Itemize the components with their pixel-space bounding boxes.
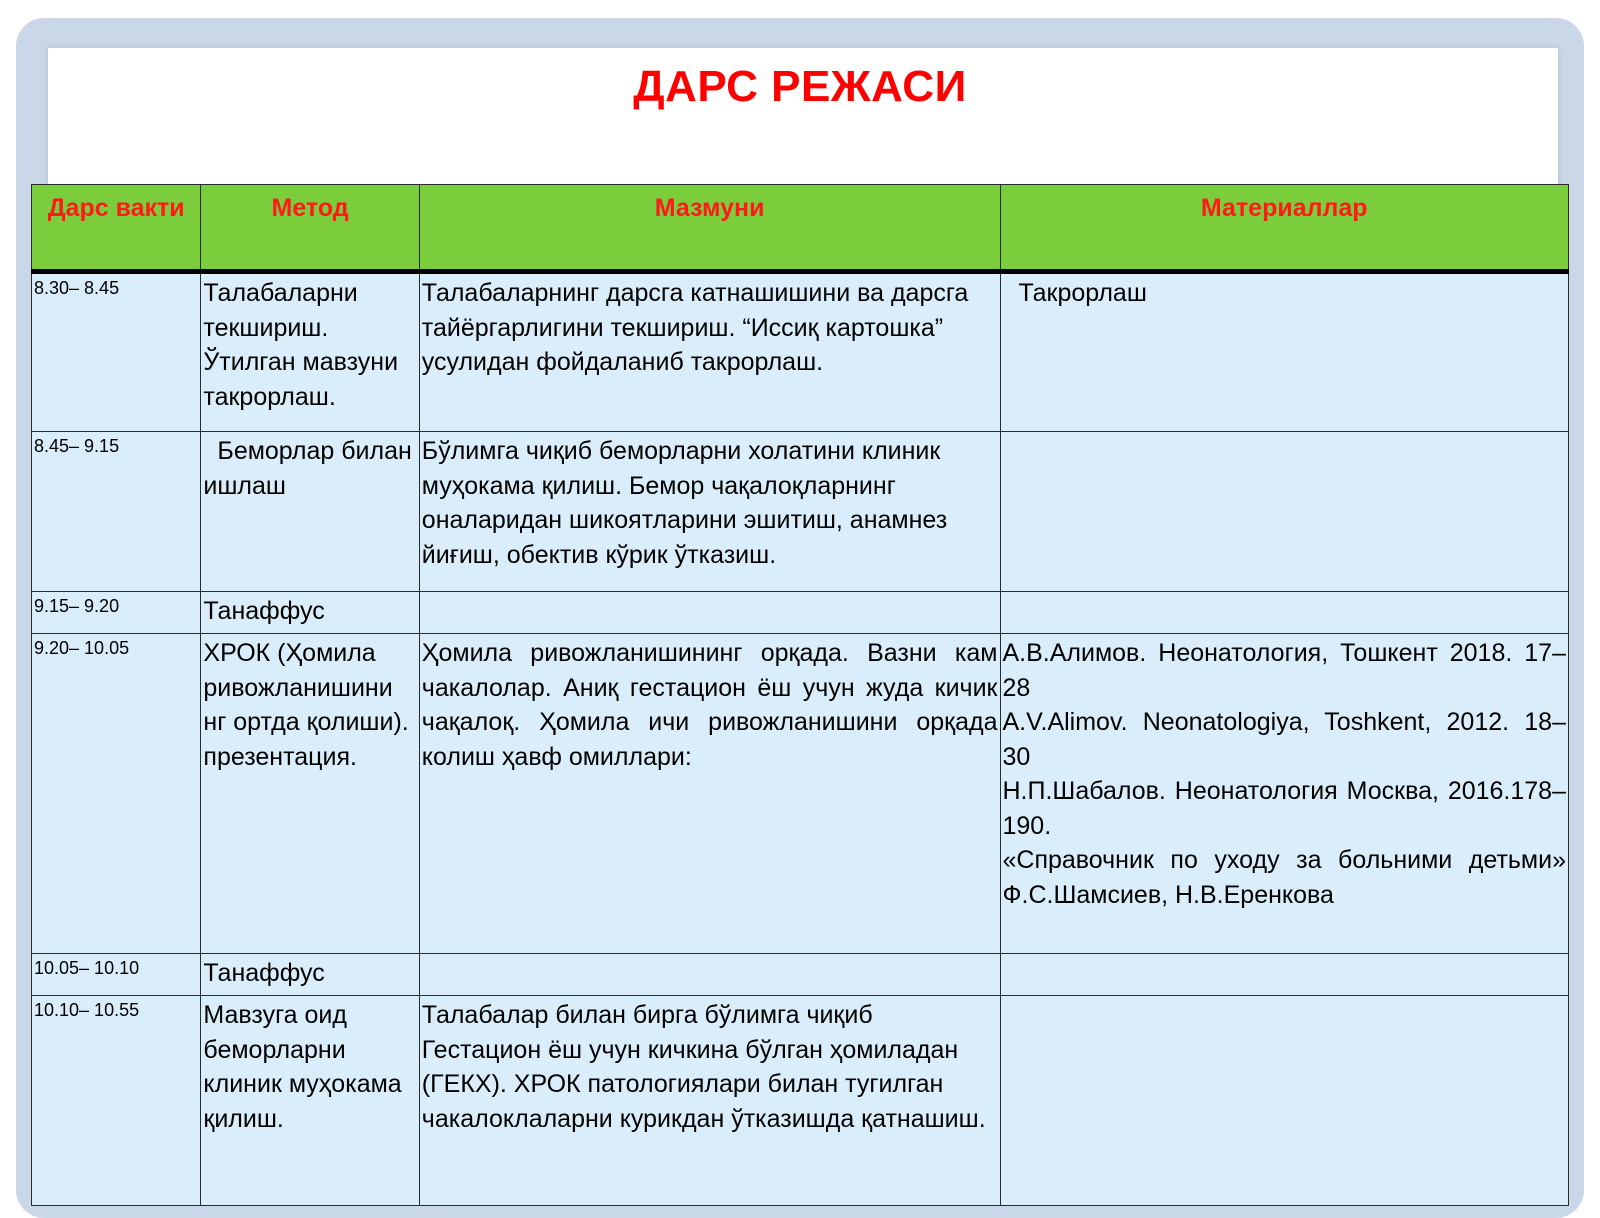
reference-item: Н.П.Шабалов. Неонатология Москва, 2016.178– 190. [1002, 777, 1566, 840]
method-text: Беморлар билан ишлаш [203, 437, 412, 500]
row-content [419, 592, 1000, 634]
row-content [419, 954, 1000, 996]
row-materials [1000, 432, 1569, 592]
reference-item: А.В.Алимов. Неонатология, Тошкент 2018. 17– 28 [1002, 639, 1566, 702]
row-time: 10.05– 10.10 [32, 954, 201, 996]
row-time: 9.15– 9.20 [32, 592, 201, 634]
row-materials [1000, 996, 1569, 1206]
header-content: Мазмуни [419, 185, 1000, 272]
row-time: 8.30– 8.45 [32, 272, 201, 432]
header-materials: Материаллар [1000, 185, 1569, 272]
row-content: Талабаларнинг дарсга катнашишини ва дарсга тайёргарлигини текшириш. “Иссиқ картошка” усулидан фойдаланиб такрорлаш. [419, 272, 1000, 432]
page-title: ДАРС РЕЖАСИ [633, 62, 967, 111]
row-method: Талабаларни текшириш. Ўтилган мавзуни такрорлаш. [201, 272, 419, 432]
row-content: Ҳомила ривожланишининг орқада. Вазни кам чакалолар. Аниқ гестацион ёш учун жуда кичик чақалоқ. Ҳомила ичи ривожланишини орқада колиш ҳавф омиллари: [419, 634, 1000, 954]
table-header-row [32, 185, 1569, 272]
row-method: Танаффус [201, 592, 419, 634]
table-row [32, 634, 1569, 954]
header-time: Дарс вакти [32, 185, 201, 272]
row-method: ХРОК (Ҳомила ривожланишини нг ортда қолиши). презентация. [201, 634, 419, 954]
reference-item: A.V.Alimov. Neonatologiya, Toshkent, 2012. 18– 30 [1002, 708, 1566, 771]
row-materials [1000, 272, 1569, 432]
table-row [32, 996, 1569, 1206]
row-materials [1000, 954, 1569, 996]
row-time: 10.10– 10.55 [32, 996, 201, 1206]
row-time: 9.20– 10.05 [32, 634, 201, 954]
row-method: Мавзуга оид беморларни клиник муҳокама қилиш. [201, 996, 419, 1206]
row-method [201, 432, 419, 592]
row-materials [1000, 634, 1569, 954]
table-row [32, 272, 1569, 432]
row-materials [1000, 592, 1569, 634]
materials-text: Такрорлаш [1018, 279, 1147, 307]
header-method: Метод [201, 185, 419, 272]
row-method: Танаффус [201, 954, 419, 996]
table-row [32, 432, 1569, 592]
lesson-plan-table [31, 184, 1569, 1206]
row-time: 8.45– 9.15 [32, 432, 201, 592]
reference-item: «Справочник по уходу за больними детьми» Ф.С.Шамсиев, Н.В.Еренкова [1002, 846, 1566, 909]
row-content: Бўлимга чиқиб беморларни холатини клиник муҳокама қилиш. Бемор чақалоқларнинг оналаридан шикоятларини эшитиш, анамнез йиғиш, обектив кўрик ўтказиш. [419, 432, 1000, 592]
table-row [32, 954, 1569, 996]
row-content: Талабалар билан бирга бўлимга чиқиб Гестацион ёш учун кичкина бўлган ҳомиладан (ГЕКХ). ХРОК патологиялари билан тугилган чакалоклаларни курикдан ўтказишда қатнашиш. [419, 996, 1000, 1206]
table-row [32, 592, 1569, 634]
